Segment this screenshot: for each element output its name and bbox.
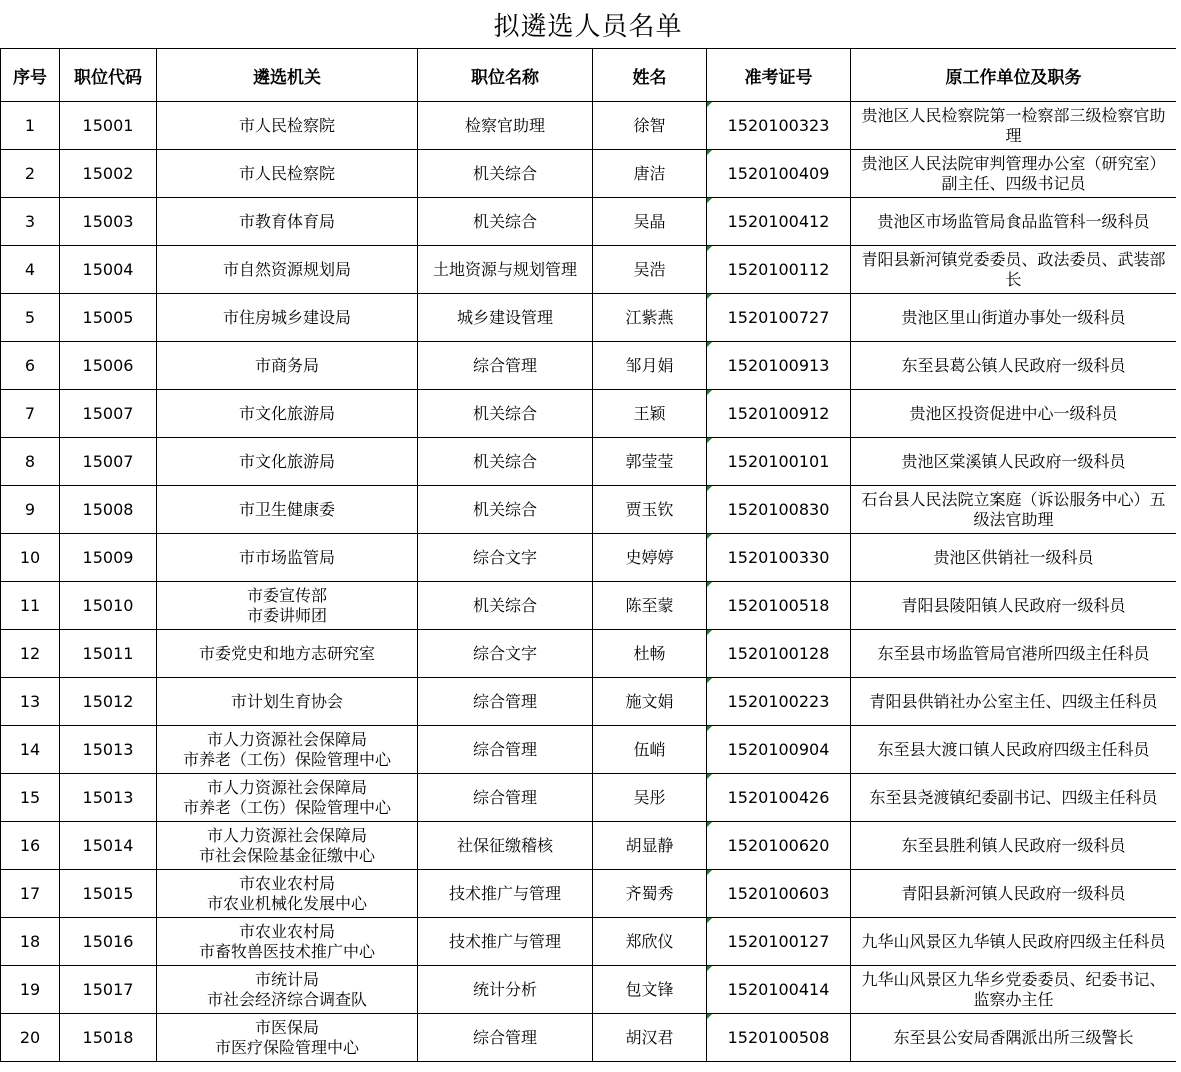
cell-original-unit[interactable]: 东至县市场监管局官港所四级主任科员 — [851, 630, 1177, 678]
cell-position-name[interactable]: 综合管理 — [418, 1014, 593, 1062]
cell-position-name[interactable]: 综合管理 — [418, 726, 593, 774]
cell-exam-number[interactable]: 1520100603 — [707, 870, 851, 918]
cell-name[interactable]: 史婷婷 — [593, 534, 707, 582]
table-row — [1, 822, 1177, 870]
cell-agency[interactable]: 市住房城乡建设局 — [157, 294, 418, 342]
cell-position-name[interactable]: 社保征缴稽核 — [418, 822, 593, 870]
cell-index[interactable]: 14 — [1, 726, 60, 774]
cell-name[interactable]: 吴晶 — [593, 198, 707, 246]
cell-position-name[interactable]: 城乡建设管理 — [418, 294, 593, 342]
table-row — [1, 294, 1177, 342]
table-row — [1, 870, 1177, 918]
cell-name[interactable]: 伍峭 — [593, 726, 707, 774]
cell-original-unit[interactable]: 东至县尧渡镇纪委副书记、四级主任科员 — [851, 774, 1177, 822]
table-row — [1, 678, 1177, 726]
cell-index[interactable]: 9 — [1, 486, 60, 534]
cell-original-unit[interactable]: 贵池区供销社一级科员 — [851, 534, 1177, 582]
col-header-exam-number: 准考证号 — [707, 49, 851, 102]
cell-exam-number[interactable]: 1520100127 — [707, 918, 851, 966]
table-row — [1, 246, 1177, 294]
page-title: 拟遴选人员名单 — [493, 11, 683, 42]
table-row — [1, 630, 1177, 678]
cell-exam-number[interactable]: 1520100830 — [707, 486, 851, 534]
table-row — [1, 774, 1177, 822]
cell-original-unit[interactable]: 东至县大渡口镇人民政府四级主任科员 — [851, 726, 1177, 774]
cell-agency[interactable]: 市农业农村局 市农业机械化发展中心 — [157, 870, 418, 918]
cell-position-name[interactable]: 技术推广与管理 — [418, 870, 593, 918]
cell-original-unit[interactable]: 青阳县新河镇党委委员、政法委员、武装部长 — [851, 246, 1177, 294]
cell-index[interactable]: 16 — [1, 822, 60, 870]
cell-position-code[interactable]: 15016 — [60, 918, 157, 966]
cell-position-name[interactable]: 机关综合 — [418, 438, 593, 486]
cell-index[interactable]: 20 — [1, 1014, 60, 1062]
cell-agency[interactable]: 市人力资源社会保障局 市社会保险基金征缴中心 — [157, 822, 418, 870]
cell-position-code[interactable]: 15004 — [60, 246, 157, 294]
cell-index[interactable]: 13 — [1, 678, 60, 726]
cell-original-unit[interactable]: 贵池区投资促进中心一级科员 — [851, 390, 1177, 438]
col-header-index: 序号 — [1, 49, 60, 102]
right-margin — [1176, 0, 1181, 1072]
cell-position-name[interactable]: 机关综合 — [418, 582, 593, 630]
cell-position-code[interactable]: 15008 — [60, 486, 157, 534]
cell-name[interactable]: 包文锋 — [593, 966, 707, 1014]
cell-exam-number[interactable]: 1520100414 — [707, 966, 851, 1014]
cell-original-unit[interactable]: 贵池区人民法院审判管理办公室（研究室）副主任、四级书记员 — [851, 150, 1177, 198]
cell-exam-number[interactable]: 1520100620 — [707, 822, 851, 870]
cell-original-unit[interactable]: 东至县葛公镇人民政府一级科员 — [851, 342, 1177, 390]
cell-agency[interactable]: 市商务局 — [157, 342, 418, 390]
header-row — [1, 49, 1177, 102]
cell-position-name[interactable]: 机关综合 — [418, 150, 593, 198]
cell-name[interactable]: 吴浩 — [593, 246, 707, 294]
cell-index[interactable]: 10 — [1, 534, 60, 582]
cell-agency[interactable]: 市教育体育局 — [157, 198, 418, 246]
cell-index[interactable]: 1 — [1, 102, 60, 150]
cell-index[interactable]: 19 — [1, 966, 60, 1014]
cell-exam-number[interactable]: 1520100223 — [707, 678, 851, 726]
cell-position-code[interactable]: 15014 — [60, 822, 157, 870]
cell-position-name[interactable]: 综合管理 — [418, 678, 593, 726]
cell-exam-number[interactable]: 1520100508 — [707, 1014, 851, 1062]
cell-index[interactable]: 17 — [1, 870, 60, 918]
col-header-position-code: 职位代码 — [60, 49, 157, 102]
cell-agency[interactable]: 市计划生育协会 — [157, 678, 418, 726]
cell-position-code[interactable]: 15002 — [60, 150, 157, 198]
cell-name[interactable]: 杜畅 — [593, 630, 707, 678]
table-row — [1, 102, 1177, 150]
cell-exam-number[interactable]: 1520100912 — [707, 390, 851, 438]
table-row — [1, 198, 1177, 246]
cell-original-unit[interactable]: 东至县胜利镇人民政府一级科员 — [851, 822, 1177, 870]
cell-index[interactable]: 2 — [1, 150, 60, 198]
cell-exam-number[interactable]: 1520100727 — [707, 294, 851, 342]
cell-position-name[interactable]: 综合文字 — [418, 534, 593, 582]
cell-agency[interactable]: 市文化旅游局 — [157, 438, 418, 486]
cell-position-code[interactable]: 15013 — [60, 726, 157, 774]
cell-index[interactable]: 12 — [1, 630, 60, 678]
cell-original-unit[interactable]: 青阳县供销社办公室主任、四级主任科员 — [851, 678, 1177, 726]
cell-exam-number[interactable]: 1520100913 — [707, 342, 851, 390]
cell-name[interactable]: 郭莹莹 — [593, 438, 707, 486]
cell-agency[interactable]: 市人民检察院 — [157, 102, 418, 150]
cell-agency[interactable]: 市委宣传部 市委讲师团 — [157, 582, 418, 630]
cell-position-code[interactable]: 15015 — [60, 870, 157, 918]
cell-position-code[interactable]: 15007 — [60, 390, 157, 438]
col-header-agency: 遴选机关 — [157, 49, 418, 102]
cell-agency[interactable]: 市自然资源规划局 — [157, 246, 418, 294]
cell-exam-number[interactable]: 1520100112 — [707, 246, 851, 294]
col-header-original-unit: 原工作单位及职务 — [851, 49, 1177, 102]
cell-exam-number[interactable]: 1520100518 — [707, 582, 851, 630]
cell-position-name[interactable]: 统计分析 — [418, 966, 593, 1014]
cell-agency[interactable]: 市农业农村局 市畜牧兽医技术推广中心 — [157, 918, 418, 966]
cell-agency[interactable]: 市委党史和地方志研究室 — [157, 630, 418, 678]
cell-index[interactable]: 15 — [1, 774, 60, 822]
cell-original-unit[interactable]: 贵池区棠溪镇人民政府一级科员 — [851, 438, 1177, 486]
cell-name[interactable]: 陈至蒙 — [593, 582, 707, 630]
cell-agency[interactable]: 市医保局 市医疗保险管理中心 — [157, 1014, 418, 1062]
cell-index[interactable]: 3 — [1, 198, 60, 246]
cell-agency[interactable]: 市卫生健康委 — [157, 486, 418, 534]
cell-original-unit[interactable]: 贵池区人民检察院第一检察部三级检察官助理 — [851, 102, 1177, 150]
cell-name[interactable]: 邹月娟 — [593, 342, 707, 390]
cell-name[interactable]: 王颖 — [593, 390, 707, 438]
cell-position-code[interactable]: 15007 — [60, 438, 157, 486]
col-header-position-name: 职位名称 — [418, 49, 593, 102]
cell-agency[interactable]: 市人力资源社会保障局 市养老（工伤）保险管理中心 — [157, 726, 418, 774]
cell-position-code[interactable]: 15009 — [60, 534, 157, 582]
cell-agency[interactable]: 市统计局 市社会经济综合调查队 — [157, 966, 418, 1014]
cell-index[interactable]: 7 — [1, 390, 60, 438]
cell-index[interactable]: 5 — [1, 294, 60, 342]
cell-position-name[interactable]: 机关综合 — [418, 486, 593, 534]
cell-position-name[interactable]: 机关综合 — [418, 390, 593, 438]
table-row — [1, 486, 1177, 534]
cell-exam-number[interactable]: 1520100412 — [707, 198, 851, 246]
table-row — [1, 966, 1177, 1014]
cell-position-code[interactable]: 15003 — [60, 198, 157, 246]
cell-position-code[interactable]: 15011 — [60, 630, 157, 678]
table-row — [1, 582, 1177, 630]
cell-position-name[interactable]: 综合管理 — [418, 342, 593, 390]
cell-original-unit[interactable]: 贵池区市场监管局食品监管科一级科员 — [851, 198, 1177, 246]
cell-position-code[interactable]: 15013 — [60, 774, 157, 822]
cell-index[interactable]: 6 — [1, 342, 60, 390]
table-row — [1, 726, 1177, 774]
cell-index[interactable]: 11 — [1, 582, 60, 630]
cell-exam-number[interactable]: 1520100904 — [707, 726, 851, 774]
cell-name[interactable]: 徐智 — [593, 102, 707, 150]
cell-exam-number[interactable]: 1520100101 — [707, 438, 851, 486]
cell-original-unit[interactable]: 青阳县陵阳镇人民政府一级科员 — [851, 582, 1177, 630]
cell-name[interactable]: 郑欣仪 — [593, 918, 707, 966]
cell-agency[interactable]: 市人民检察院 — [157, 150, 418, 198]
cell-position-code[interactable]: 15005 — [60, 294, 157, 342]
col-header-name: 姓名 — [593, 49, 707, 102]
cell-position-code[interactable]: 15010 — [60, 582, 157, 630]
table-row — [1, 918, 1177, 966]
cell-original-unit[interactable]: 东至县公安局香隅派出所三级警长 — [851, 1014, 1177, 1062]
cell-position-name[interactable]: 土地资源与规划管理 — [418, 246, 593, 294]
table-row — [1, 534, 1177, 582]
cell-agency[interactable]: 市市场监管局 — [157, 534, 418, 582]
cell-original-unit[interactable]: 贵池区里山街道办事处一级科员 — [851, 294, 1177, 342]
cell-exam-number[interactable]: 1520100426 — [707, 774, 851, 822]
cell-name[interactable]: 齐蜀秀 — [593, 870, 707, 918]
cell-name[interactable]: 胡汉君 — [593, 1014, 707, 1062]
cell-exam-number[interactable]: 1520100323 — [707, 102, 851, 150]
table-row — [1, 390, 1177, 438]
table-row — [1, 438, 1177, 486]
cell-original-unit[interactable]: 青阳县新河镇人民政府一级科员 — [851, 870, 1177, 918]
cell-name[interactable]: 唐洁 — [593, 150, 707, 198]
cell-agency[interactable]: 市人力资源社会保障局 市养老（工伤）保险管理中心 — [157, 774, 418, 822]
cell-exam-number[interactable]: 1520100330 — [707, 534, 851, 582]
cell-name[interactable]: 胡显静 — [593, 822, 707, 870]
cell-index[interactable]: 4 — [1, 246, 60, 294]
table-row — [1, 150, 1177, 198]
cell-name[interactable]: 江紫燕 — [593, 294, 707, 342]
cell-name[interactable]: 贾玉钦 — [593, 486, 707, 534]
cell-index[interactable]: 18 — [1, 918, 60, 966]
cell-position-code[interactable]: 15001 — [60, 102, 157, 150]
cell-position-code[interactable]: 15017 — [60, 966, 157, 1014]
cell-name[interactable]: 施文娟 — [593, 678, 707, 726]
cell-position-name[interactable]: 综合管理 — [418, 774, 593, 822]
cell-exam-number[interactable]: 1520100409 — [707, 150, 851, 198]
cell-position-name[interactable]: 技术推广与管理 — [418, 918, 593, 966]
cell-name[interactable]: 吴彤 — [593, 774, 707, 822]
cell-original-unit[interactable]: 九华山风景区九华乡党委委员、纪委书记、监察办主任 — [851, 966, 1177, 1014]
cell-original-unit[interactable]: 石台县人民法院立案庭（诉讼服务中心）五级法官助理 — [851, 486, 1177, 534]
cell-position-code[interactable]: 15018 — [60, 1014, 157, 1062]
table-row — [1, 342, 1177, 390]
cell-position-code[interactable]: 15012 — [60, 678, 157, 726]
cell-agency[interactable]: 市文化旅游局 — [157, 390, 418, 438]
cell-index[interactable]: 8 — [1, 438, 60, 486]
cell-position-name[interactable]: 检察官助理 — [418, 102, 593, 150]
table-row — [1, 1014, 1177, 1062]
candidate-table — [0, 48, 1177, 1062]
cell-original-unit[interactable]: 九华山风景区九华镇人民政府四级主任科员 — [851, 918, 1177, 966]
cell-position-name[interactable]: 综合文字 — [418, 630, 593, 678]
cell-position-code[interactable]: 15006 — [60, 342, 157, 390]
cell-exam-number[interactable]: 1520100128 — [707, 630, 851, 678]
cell-position-name[interactable]: 机关综合 — [418, 198, 593, 246]
